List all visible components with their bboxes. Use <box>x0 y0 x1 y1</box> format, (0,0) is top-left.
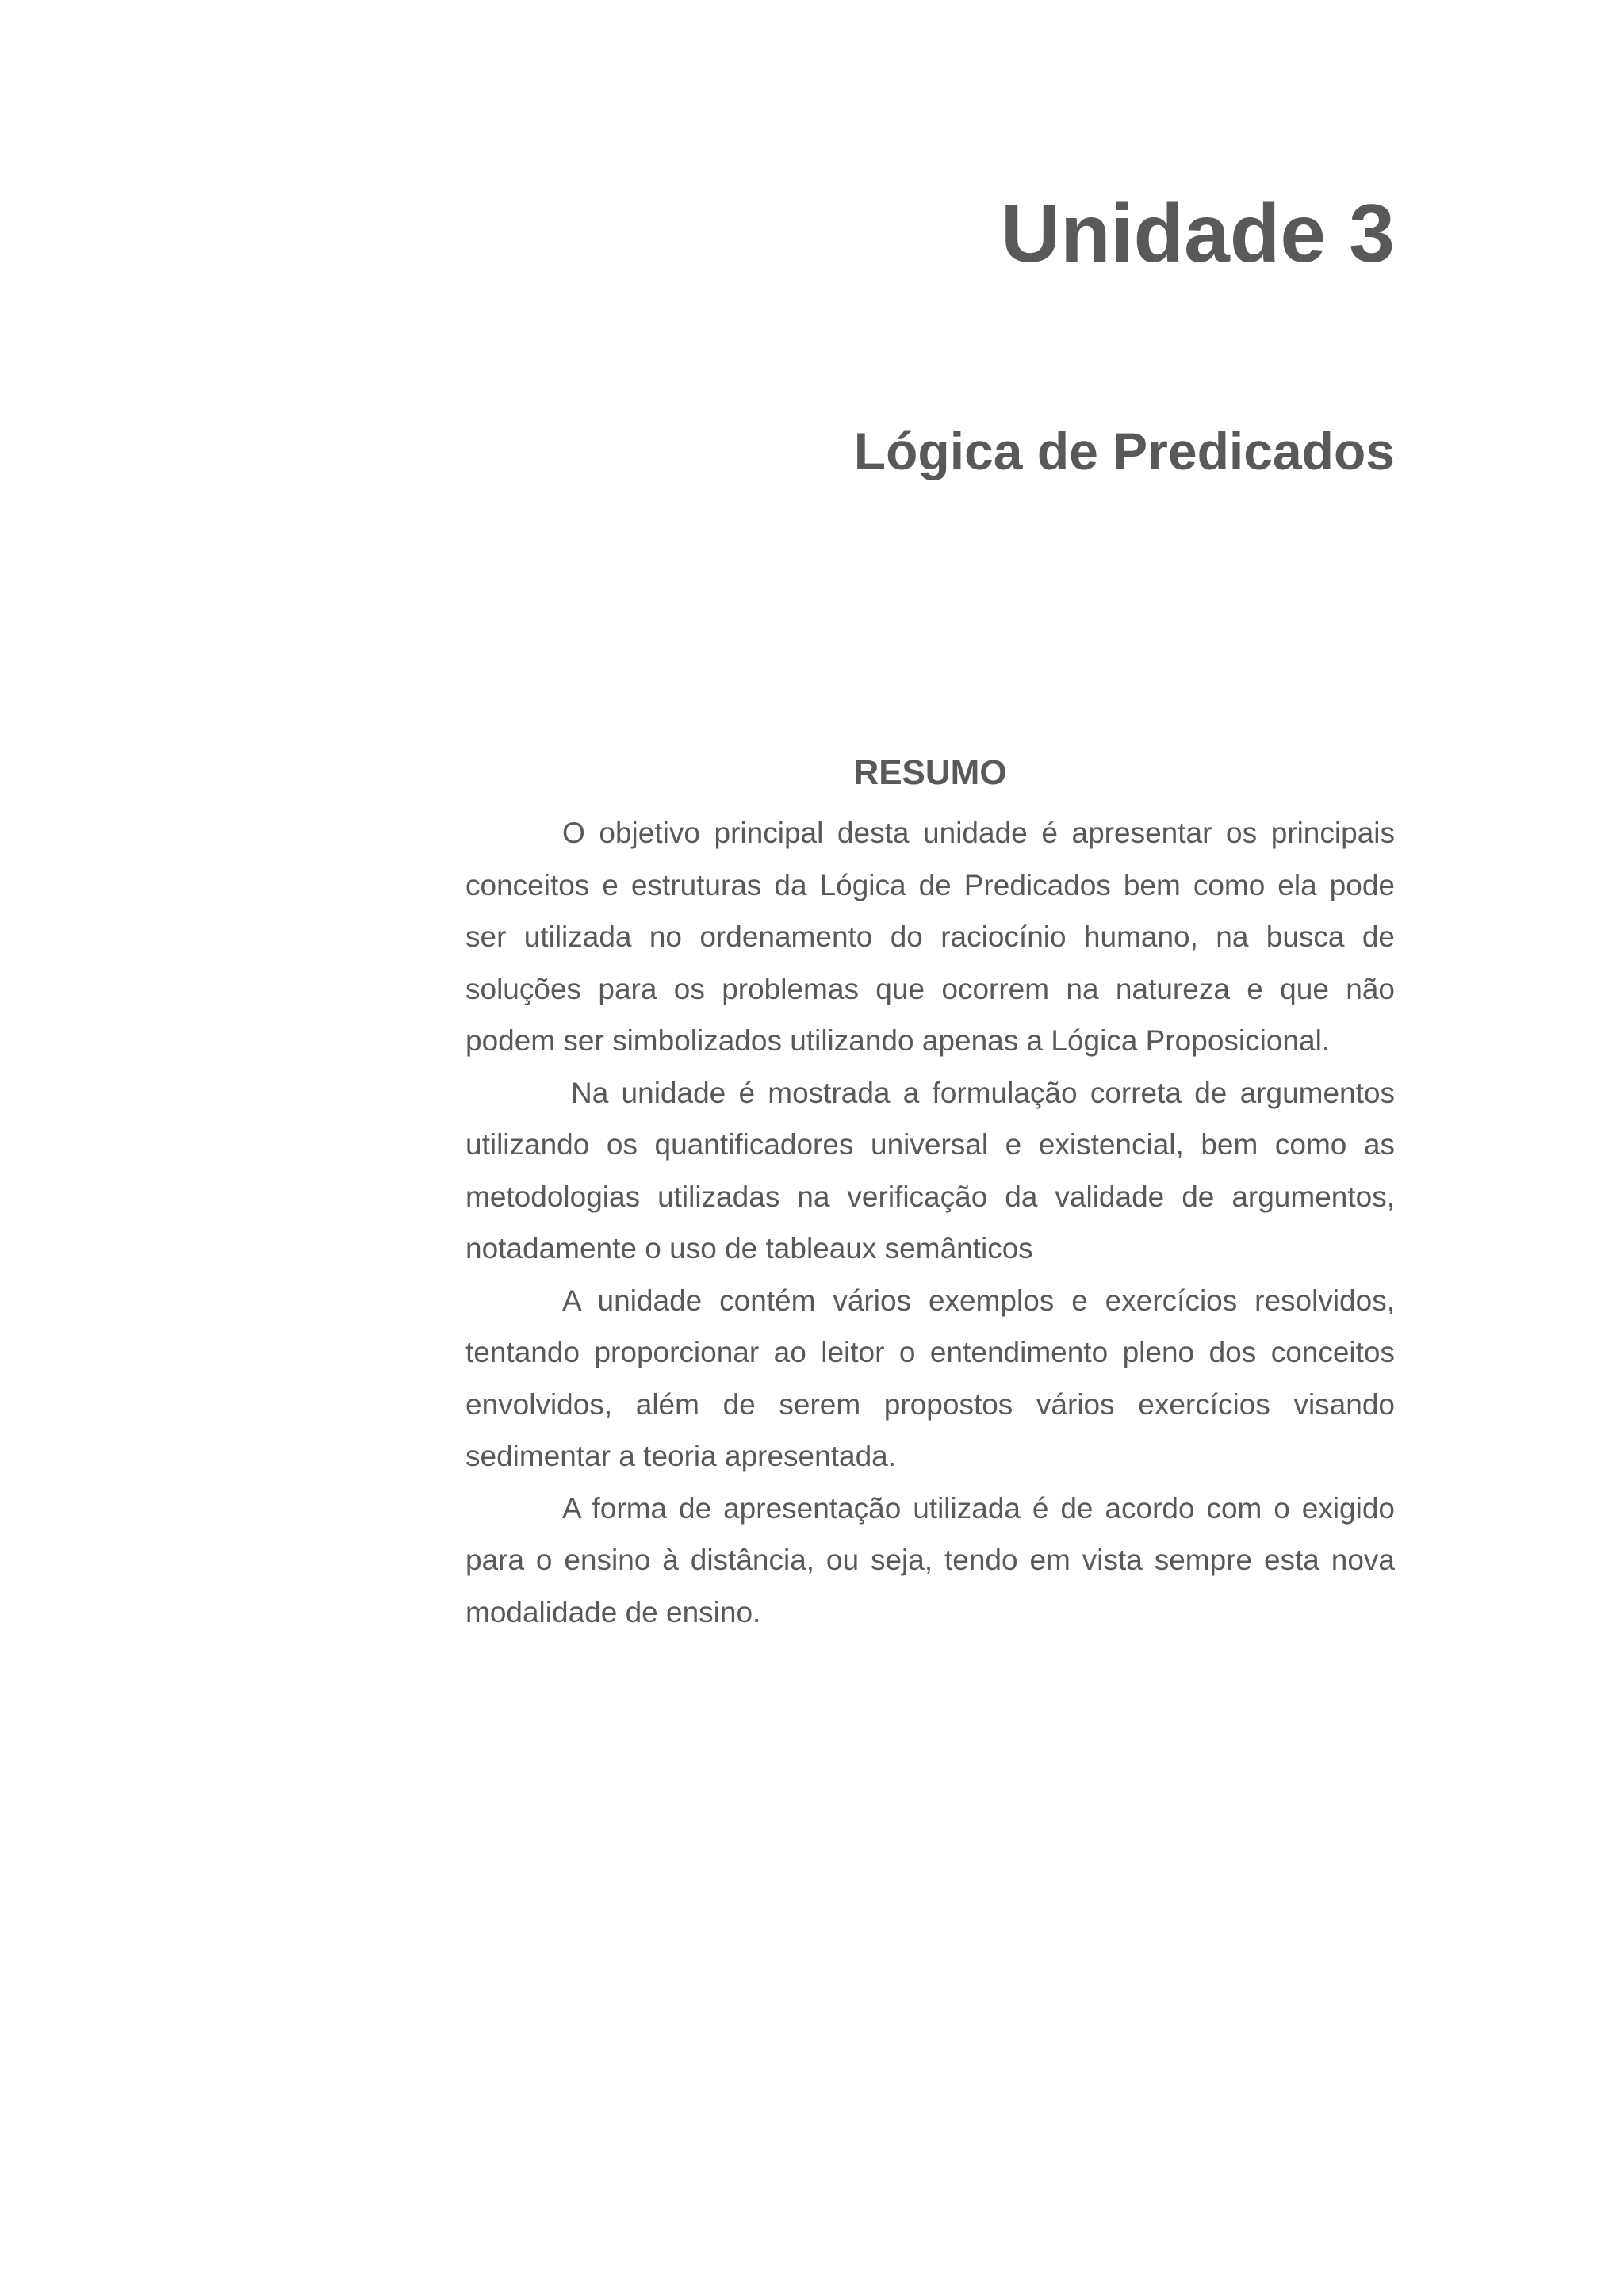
summary-paragraph: A unidade contém vários exemplos e exercícios resolvidos, tentando proporcionar ao leitor o entendimento pleno dos conceitos envolvidos, além de serem propostos vários exercícios visando sedimentar a teoria apresentada. <box>465 1284 1395 1472</box>
unit-subtitle: Lógica de Predicados <box>853 422 1395 480</box>
summary-paragraph: A forma de apresentação utilizada é de acordo com o exigido para o ensino à distância, ou seja, tendo em vista sempre esta nova modalidade de ensino. <box>465 1491 1395 1628</box>
summary-paragraph: O objetivo principal desta unidade é apresentar os principais conceitos e estruturas da Lógica de Predicados bem como ela pode ser utilizada no ordenamento do raciocínio humano, na busca de soluções para os problemas que ocorrem na natureza e que não podem ser simbolizados utilizando apenas a Lógica Proposicional. <box>465 817 1395 1057</box>
summary-heading: RESUMO <box>853 753 1007 792</box>
summary-paragraph: Na unidade é mostrada a formulação correta de argumentos utilizando os quantificadores universal e existencial, bem como as metodologias utilizadas na verificação da validade de argumentos, notadamente o uso de tableaux semânticos <box>465 1076 1395 1265</box>
unit-title: Unidade 3 <box>1001 188 1395 280</box>
summary-section <box>465 745 1395 1638</box>
